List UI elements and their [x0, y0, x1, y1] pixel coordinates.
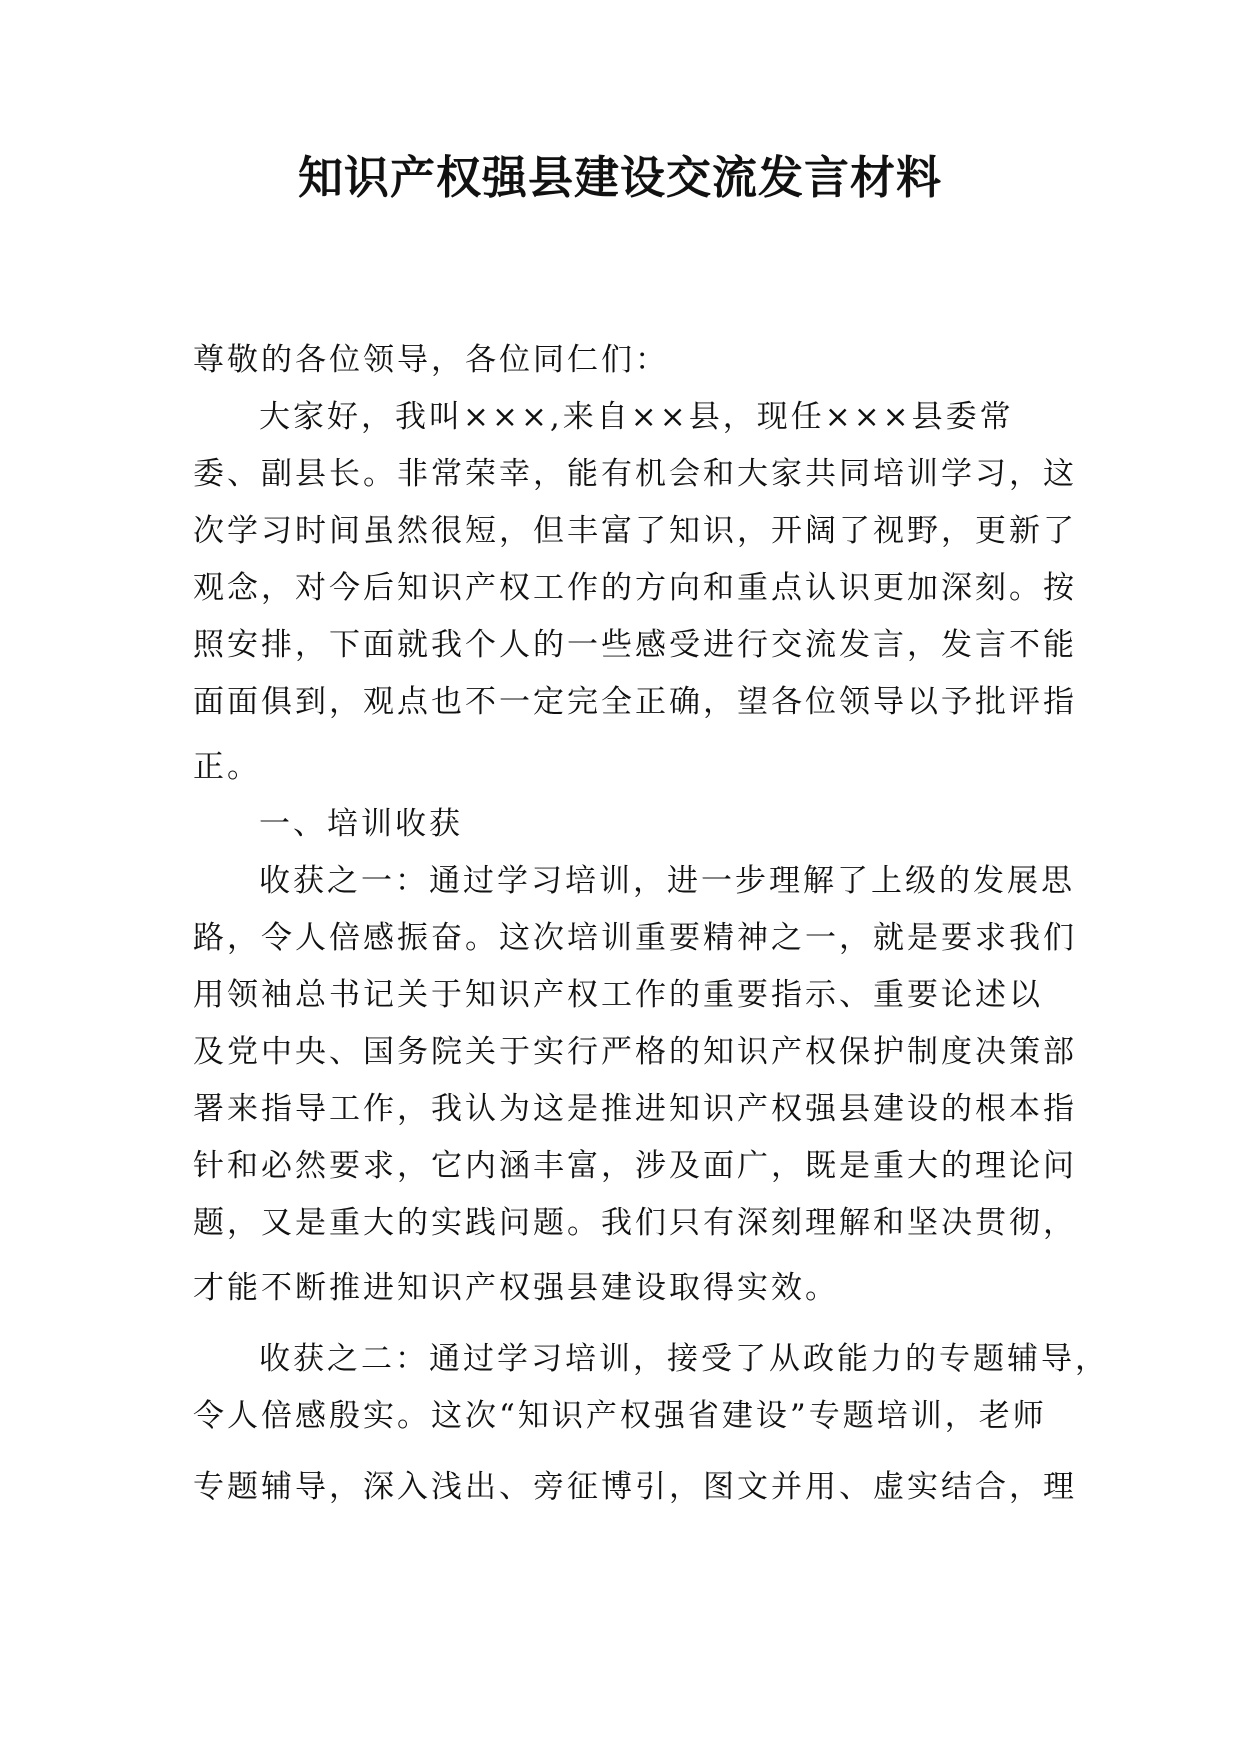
text-line: 才能不断推进知识产权强县建设取得实效。 — [193, 1270, 839, 1306]
text-line: 针和必然要求，它内涵丰富，涉及面广，既是重大的理论问 — [193, 1148, 1077, 1184]
salutation: 尊敬的各位领导，各位同仁们： — [193, 342, 669, 378]
text-line: 及党中央、国务院关于实行严格的知识产权保护制度决策部 — [193, 1034, 1077, 1070]
text-line: 专题辅导，深入浅出、旁征博引，图文并用、虚实结合，理 — [193, 1469, 1077, 1505]
text-line: 令人倍感殷实。这次“知识产权强省建设”专题培训，老师 — [193, 1398, 1047, 1434]
text-line: 照安排，下面就我个人的一些感受进行交流发言，发言不能 — [193, 627, 1077, 663]
harvest-one-paragraph — [193, 853, 1077, 1317]
text-line: 正。 — [193, 749, 261, 785]
text-line: 收获之二：通过学习培训，接受了从政能力的专题辅导， — [259, 1341, 1109, 1377]
text-line: 观念，对今后知识产权工作的方向和重点认识更加深刻。按 — [193, 570, 1077, 606]
text-line: 题，又是重大的实践问题。我们只有深刻理解和坚决贯彻， — [193, 1205, 1077, 1241]
text-line: 大家好，我叫×××,来自××县，现任×××县委常 — [259, 399, 1014, 435]
intro-paragraph — [193, 389, 1077, 796]
text-line: 用领袖总书记关于知识产权工作的重要指示、重要论述以 — [193, 977, 1043, 1013]
text-line: 委、副县长。非常荣幸，能有机会和大家共同培训学习，这 — [193, 456, 1077, 492]
document-title: 知识产权强县建设交流发言材料 — [297, 151, 942, 204]
document-body — [193, 332, 1109, 1516]
section-heading: 一、培训收获 — [259, 806, 463, 842]
harvest-two-paragraph — [193, 1331, 1109, 1516]
text-line: 署来指导工作，我认为这是推进知识产权强县建设的根本指 — [193, 1091, 1077, 1127]
text-line: 次学习时间虽然很短，但丰富了知识，开阔了视野，更新了 — [193, 513, 1077, 549]
text-line: 收获之一：通过学习培训，进一步理解了上级的发展思 — [259, 863, 1075, 899]
text-line: 面面俱到，观点也不一定完全正确，望各位领导以予批评指 — [193, 684, 1077, 720]
text-line: 路，令人倍感振奋。这次培训重要精神之一，就是要求我们 — [193, 920, 1077, 956]
